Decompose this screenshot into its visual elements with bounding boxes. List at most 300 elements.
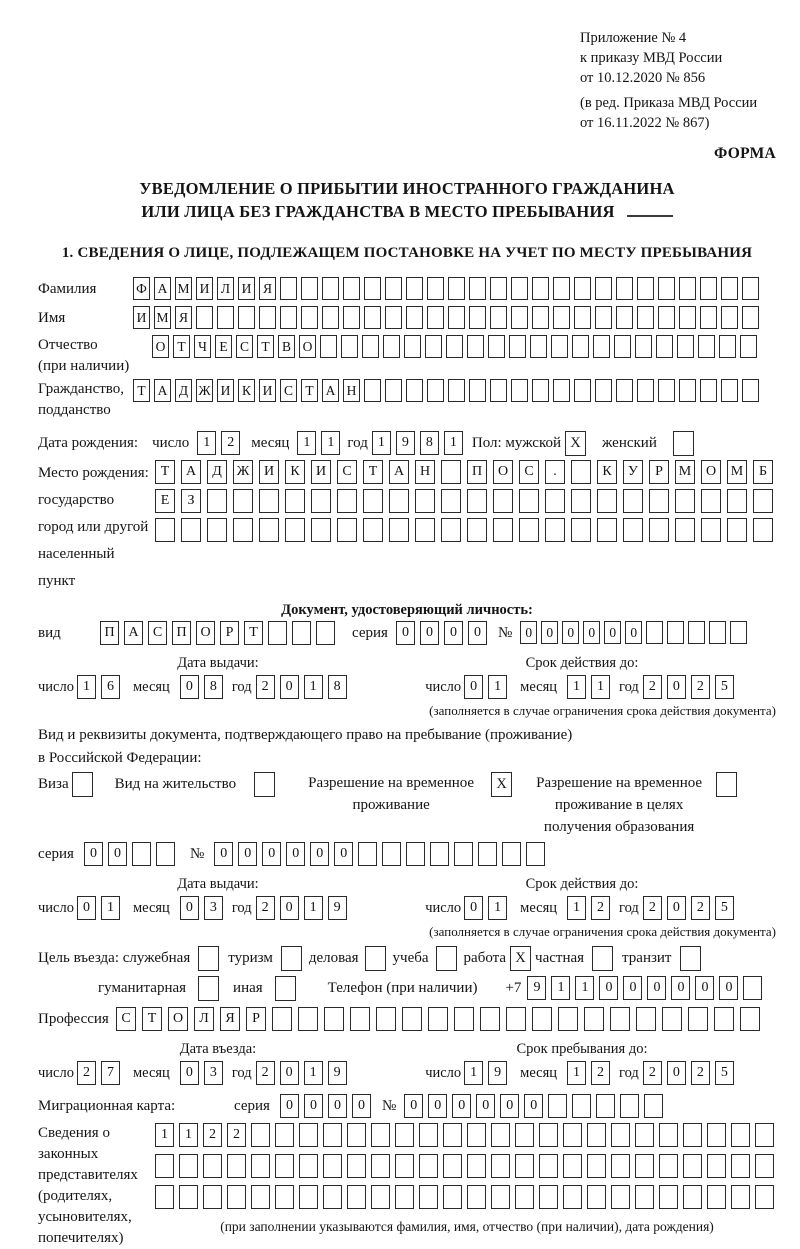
char-box[interactable] (467, 1185, 486, 1209)
char-box[interactable] (341, 335, 358, 358)
char-box[interactable] (251, 1123, 270, 1147)
char-box[interactable] (587, 1185, 606, 1209)
char-box[interactable] (530, 335, 547, 358)
char-box[interactable] (316, 621, 335, 645)
char-box[interactable] (515, 1185, 534, 1209)
char-box[interactable]: 2 (643, 896, 662, 920)
char-box[interactable] (448, 277, 465, 300)
char-box[interactable] (299, 1123, 318, 1147)
char-box[interactable] (292, 621, 311, 645)
char-box[interactable]: О (701, 460, 721, 484)
edu-permit-checkbox[interactable] (716, 772, 737, 797)
char-box[interactable] (395, 1185, 414, 1209)
char-box[interactable]: О (152, 335, 169, 358)
char-box[interactable] (595, 277, 612, 300)
char-box[interactable] (402, 1007, 422, 1031)
char-box[interactable]: 0 (180, 1061, 199, 1085)
char-box[interactable]: 1 (444, 431, 463, 455)
char-box[interactable]: Н (343, 379, 360, 402)
char-box[interactable] (731, 1154, 750, 1178)
char-box[interactable] (406, 277, 423, 300)
char-box[interactable] (532, 277, 549, 300)
char-box[interactable] (637, 277, 654, 300)
char-box[interactable]: 0 (420, 621, 439, 645)
char-box[interactable] (701, 489, 721, 513)
char-box[interactable]: Т (133, 379, 150, 402)
char-box[interactable] (597, 489, 617, 513)
char-box[interactable] (323, 1185, 342, 1209)
char-box[interactable] (280, 277, 297, 300)
char-box[interactable]: 0 (404, 1094, 423, 1118)
char-box[interactable] (491, 1154, 510, 1178)
char-box[interactable]: 0 (583, 621, 600, 644)
char-box[interactable]: 0 (476, 1094, 495, 1118)
char-box[interactable] (700, 277, 717, 300)
char-box[interactable] (721, 379, 738, 402)
char-box[interactable] (620, 1094, 639, 1118)
char-box[interactable]: О (196, 621, 215, 645)
char-box[interactable]: 0 (464, 675, 483, 699)
char-box[interactable] (755, 1185, 774, 1209)
char-box[interactable] (742, 277, 759, 300)
char-box[interactable] (203, 1154, 222, 1178)
char-box[interactable] (427, 277, 444, 300)
char-box[interactable] (155, 1154, 174, 1178)
char-box[interactable]: Ф (133, 277, 150, 300)
char-box[interactable]: З (181, 489, 201, 513)
char-box[interactable]: 0 (604, 621, 621, 644)
char-box[interactable] (545, 518, 565, 542)
char-box[interactable]: П (172, 621, 191, 645)
char-box[interactable]: 0 (623, 976, 642, 1000)
char-box[interactable]: Ч (194, 335, 211, 358)
char-box[interactable] (299, 1154, 318, 1178)
char-box[interactable] (207, 489, 227, 513)
char-box[interactable]: 0 (444, 621, 463, 645)
char-box[interactable] (427, 379, 444, 402)
char-box[interactable]: 2 (643, 1061, 662, 1085)
char-box[interactable] (656, 335, 673, 358)
char-box[interactable]: 2 (691, 1061, 710, 1085)
char-box[interactable]: Р (246, 1007, 266, 1031)
char-box[interactable] (548, 1094, 567, 1118)
char-box[interactable] (480, 1007, 500, 1031)
char-box[interactable] (301, 277, 318, 300)
char-box[interactable] (571, 460, 591, 484)
residence-permit-checkbox[interactable] (254, 772, 275, 797)
char-box[interactable] (574, 277, 591, 300)
char-box[interactable] (683, 1185, 702, 1209)
char-box[interactable] (301, 306, 318, 329)
char-box[interactable] (611, 1154, 630, 1178)
char-box[interactable]: 0 (286, 842, 305, 866)
char-box[interactable]: 8 (420, 431, 439, 455)
char-box[interactable]: 9 (488, 1061, 507, 1085)
char-box[interactable]: Т (257, 335, 274, 358)
char-box[interactable] (658, 379, 675, 402)
char-box[interactable] (343, 277, 360, 300)
char-box[interactable]: 0 (667, 675, 686, 699)
char-box[interactable]: О (493, 460, 513, 484)
char-box[interactable] (443, 1123, 462, 1147)
char-box[interactable] (320, 335, 337, 358)
char-box[interactable]: 0 (468, 621, 487, 645)
char-box[interactable] (519, 518, 539, 542)
char-box[interactable]: И (196, 277, 213, 300)
char-box[interactable] (675, 489, 695, 513)
char-box[interactable] (515, 1123, 534, 1147)
char-box[interactable] (688, 1007, 708, 1031)
char-box[interactable] (227, 1154, 246, 1178)
char-box[interactable] (488, 335, 505, 358)
char-box[interactable]: 0 (84, 842, 103, 866)
char-box[interactable] (358, 842, 377, 866)
char-box[interactable]: 2 (591, 1061, 610, 1085)
char-box[interactable]: 8 (204, 675, 223, 699)
char-box[interactable] (469, 277, 486, 300)
char-box[interactable]: 1 (155, 1123, 174, 1147)
char-box[interactable] (347, 1123, 366, 1147)
char-box[interactable]: 0 (108, 842, 127, 866)
char-box[interactable] (623, 489, 643, 513)
char-box[interactable]: Я (259, 277, 276, 300)
char-box[interactable] (677, 335, 694, 358)
char-box[interactable] (597, 518, 617, 542)
char-box[interactable]: 0 (647, 976, 666, 1000)
char-box[interactable]: И (259, 460, 279, 484)
char-box[interactable]: 1 (567, 896, 586, 920)
char-box[interactable]: 9 (328, 896, 347, 920)
char-box[interactable] (753, 518, 773, 542)
char-box[interactable]: С (116, 1007, 136, 1031)
char-box[interactable] (637, 379, 654, 402)
char-box[interactable] (155, 1185, 174, 1209)
char-box[interactable] (707, 1154, 726, 1178)
char-box[interactable]: С (337, 460, 357, 484)
sex-female-checkbox[interactable] (673, 431, 694, 456)
char-box[interactable] (446, 335, 463, 358)
char-box[interactable] (506, 1007, 526, 1031)
char-box[interactable] (467, 518, 487, 542)
char-box[interactable]: К (597, 460, 617, 484)
char-box[interactable] (364, 306, 381, 329)
char-box[interactable] (742, 306, 759, 329)
char-box[interactable] (635, 335, 652, 358)
char-box[interactable]: У (623, 460, 643, 484)
char-box[interactable] (719, 335, 736, 358)
char-box[interactable] (490, 306, 507, 329)
purpose-work-checkbox[interactable]: X (510, 946, 531, 971)
char-box[interactable] (443, 1185, 462, 1209)
char-box[interactable] (574, 379, 591, 402)
char-box[interactable] (574, 306, 591, 329)
char-box[interactable]: 0 (334, 842, 353, 866)
char-box[interactable]: 5 (715, 896, 734, 920)
char-box[interactable]: 1 (297, 431, 316, 455)
char-box[interactable] (467, 1123, 486, 1147)
char-box[interactable] (298, 1007, 318, 1031)
char-box[interactable] (571, 518, 591, 542)
char-box[interactable]: М (675, 460, 695, 484)
char-box[interactable] (419, 1154, 438, 1178)
char-box[interactable]: С (519, 460, 539, 484)
char-box[interactable] (587, 1123, 606, 1147)
char-box[interactable] (658, 277, 675, 300)
char-box[interactable]: Л (217, 277, 234, 300)
char-box[interactable]: Я (220, 1007, 240, 1031)
char-box[interactable] (675, 518, 695, 542)
char-box[interactable]: 9 (396, 431, 415, 455)
char-box[interactable] (363, 489, 383, 513)
char-box[interactable]: 0 (562, 621, 579, 644)
char-box[interactable] (275, 1185, 294, 1209)
char-box[interactable]: 2 (691, 675, 710, 699)
char-box[interactable]: А (154, 379, 171, 402)
char-box[interactable] (343, 306, 360, 329)
char-box[interactable] (311, 489, 331, 513)
char-box[interactable] (238, 306, 255, 329)
char-box[interactable]: 1 (575, 976, 594, 1000)
char-box[interactable] (595, 306, 612, 329)
char-box[interactable] (371, 1185, 390, 1209)
char-box[interactable] (322, 277, 339, 300)
char-box[interactable]: 0 (695, 976, 714, 1000)
char-box[interactable] (227, 1185, 246, 1209)
char-box[interactable] (614, 335, 631, 358)
char-box[interactable] (509, 335, 526, 358)
char-box[interactable]: Н (415, 460, 435, 484)
char-box[interactable]: И (217, 379, 234, 402)
char-box[interactable]: 2 (256, 1061, 275, 1085)
char-box[interactable] (511, 379, 528, 402)
char-box[interactable]: 1 (304, 1061, 323, 1085)
char-box[interactable] (430, 842, 449, 866)
char-box[interactable]: 0 (180, 675, 199, 699)
char-box[interactable]: 2 (691, 896, 710, 920)
char-box[interactable]: М (727, 460, 747, 484)
char-box[interactable] (448, 379, 465, 402)
char-box[interactable] (425, 335, 442, 358)
char-box[interactable] (683, 1123, 702, 1147)
char-box[interactable]: И (238, 277, 255, 300)
char-box[interactable]: 7 (101, 1061, 120, 1085)
char-box[interactable] (659, 1185, 678, 1209)
char-box[interactable] (490, 277, 507, 300)
char-box[interactable] (467, 1154, 486, 1178)
char-box[interactable]: 0 (310, 842, 329, 866)
char-box[interactable]: 5 (715, 675, 734, 699)
char-box[interactable]: 0 (671, 976, 690, 1000)
char-box[interactable] (156, 842, 175, 866)
char-box[interactable] (395, 1154, 414, 1178)
char-box[interactable] (740, 335, 757, 358)
char-box[interactable] (658, 306, 675, 329)
char-box[interactable] (731, 1185, 750, 1209)
char-box[interactable]: Р (649, 460, 669, 484)
char-box[interactable] (635, 1185, 654, 1209)
char-box[interactable] (731, 1123, 750, 1147)
char-box[interactable] (427, 306, 444, 329)
char-box[interactable] (644, 1094, 663, 1118)
char-box[interactable]: 1 (591, 675, 610, 699)
char-box[interactable] (371, 1123, 390, 1147)
char-box[interactable] (347, 1185, 366, 1209)
char-box[interactable] (415, 489, 435, 513)
char-box[interactable]: 2 (591, 896, 610, 920)
char-box[interactable]: 0 (214, 842, 233, 866)
char-box[interactable] (441, 489, 461, 513)
char-box[interactable]: И (133, 306, 150, 329)
char-box[interactable] (730, 621, 747, 644)
char-box[interactable] (347, 1154, 366, 1178)
char-box[interactable]: 0 (520, 621, 537, 644)
char-box[interactable]: 1 (464, 1061, 483, 1085)
char-box[interactable] (259, 306, 276, 329)
char-box[interactable] (217, 306, 234, 329)
char-box[interactable] (299, 1185, 318, 1209)
char-box[interactable]: Я (175, 306, 192, 329)
char-box[interactable]: С (148, 621, 167, 645)
char-box[interactable]: А (389, 460, 409, 484)
char-box[interactable] (572, 1094, 591, 1118)
char-box[interactable]: Т (155, 460, 175, 484)
char-box[interactable] (701, 518, 721, 542)
char-box[interactable] (419, 1123, 438, 1147)
char-box[interactable] (311, 518, 331, 542)
char-box[interactable] (207, 518, 227, 542)
char-box[interactable] (454, 1007, 474, 1031)
char-box[interactable] (636, 1007, 656, 1031)
char-box[interactable] (727, 518, 747, 542)
char-box[interactable] (371, 1154, 390, 1178)
char-box[interactable] (364, 379, 381, 402)
char-box[interactable]: К (285, 460, 305, 484)
char-box[interactable] (700, 306, 717, 329)
char-box[interactable] (659, 1123, 678, 1147)
char-box[interactable]: 2 (221, 431, 240, 455)
char-box[interactable] (280, 306, 297, 329)
char-box[interactable] (755, 1154, 774, 1178)
char-box[interactable] (385, 379, 402, 402)
char-box[interactable]: 0 (238, 842, 257, 866)
temp-permit-checkbox[interactable]: X (491, 772, 512, 797)
char-box[interactable] (662, 1007, 682, 1031)
char-box[interactable] (532, 306, 549, 329)
char-box[interactable] (700, 379, 717, 402)
char-box[interactable] (721, 277, 738, 300)
char-box[interactable]: В (278, 335, 295, 358)
char-box[interactable] (593, 335, 610, 358)
char-box[interactable]: Т (363, 460, 383, 484)
char-box[interactable] (611, 1123, 630, 1147)
char-box[interactable]: 1 (101, 896, 120, 920)
char-box[interactable]: Д (207, 460, 227, 484)
char-box[interactable]: Т (142, 1007, 162, 1031)
char-box[interactable]: 1 (551, 976, 570, 1000)
char-box[interactable] (616, 379, 633, 402)
char-box[interactable]: 0 (428, 1094, 447, 1118)
char-box[interactable] (285, 518, 305, 542)
char-box[interactable] (406, 379, 423, 402)
char-box[interactable]: 0 (599, 976, 618, 1000)
char-box[interactable] (646, 621, 663, 644)
char-box[interactable] (490, 379, 507, 402)
char-box[interactable]: 0 (328, 1094, 347, 1118)
char-box[interactable] (572, 335, 589, 358)
char-box[interactable] (611, 1185, 630, 1209)
char-box[interactable] (268, 621, 287, 645)
purpose-private-checkbox[interactable] (592, 946, 613, 971)
char-box[interactable]: Ж (233, 460, 253, 484)
char-box[interactable] (251, 1154, 270, 1178)
char-box[interactable]: . (545, 460, 565, 484)
char-box[interactable] (376, 1007, 396, 1031)
char-box[interactable]: 3 (204, 896, 223, 920)
char-box[interactable]: О (168, 1007, 188, 1031)
char-box[interactable] (406, 842, 425, 866)
char-box[interactable] (610, 1007, 630, 1031)
char-box[interactable] (742, 379, 759, 402)
char-box[interactable] (491, 1185, 510, 1209)
char-box[interactable] (337, 489, 357, 513)
char-box[interactable] (539, 1185, 558, 1209)
char-box[interactable] (502, 842, 521, 866)
char-box[interactable]: С (280, 379, 297, 402)
char-box[interactable] (623, 518, 643, 542)
char-box[interactable] (389, 518, 409, 542)
char-box[interactable]: 0 (667, 1061, 686, 1085)
char-box[interactable] (448, 306, 465, 329)
purpose-official-checkbox[interactable] (198, 946, 219, 971)
char-box[interactable] (469, 379, 486, 402)
char-box[interactable] (382, 842, 401, 866)
char-box[interactable] (539, 1123, 558, 1147)
char-box[interactable] (272, 1007, 292, 1031)
char-box[interactable] (323, 1154, 342, 1178)
char-box[interactable] (558, 1007, 578, 1031)
char-box[interactable]: 1 (304, 896, 323, 920)
char-box[interactable] (698, 335, 715, 358)
char-box[interactable]: 2 (256, 675, 275, 699)
char-box[interactable] (324, 1007, 344, 1031)
char-box[interactable] (233, 489, 253, 513)
char-box[interactable]: Ж (196, 379, 213, 402)
char-box[interactable] (755, 1123, 774, 1147)
char-box[interactable] (563, 1154, 582, 1178)
char-box[interactable] (563, 1185, 582, 1209)
char-box[interactable]: 3 (204, 1061, 223, 1085)
char-box[interactable]: Е (155, 489, 175, 513)
char-box[interactable] (419, 1185, 438, 1209)
char-box[interactable] (179, 1154, 198, 1178)
char-box[interactable] (743, 976, 762, 1000)
visa-checkbox[interactable] (72, 772, 93, 797)
char-box[interactable] (637, 306, 654, 329)
char-box[interactable]: П (467, 460, 487, 484)
char-box[interactable]: 0 (180, 896, 199, 920)
char-box[interactable] (493, 518, 513, 542)
char-box[interactable]: 0 (280, 1094, 299, 1118)
char-box[interactable] (526, 842, 545, 866)
char-box[interactable]: 6 (101, 675, 120, 699)
char-box[interactable]: 2 (227, 1123, 246, 1147)
char-box[interactable] (721, 306, 738, 329)
char-box[interactable] (553, 379, 570, 402)
char-box[interactable] (428, 1007, 448, 1031)
char-box[interactable]: 1 (372, 431, 391, 455)
char-box[interactable] (545, 489, 565, 513)
char-box[interactable]: 0 (77, 896, 96, 920)
